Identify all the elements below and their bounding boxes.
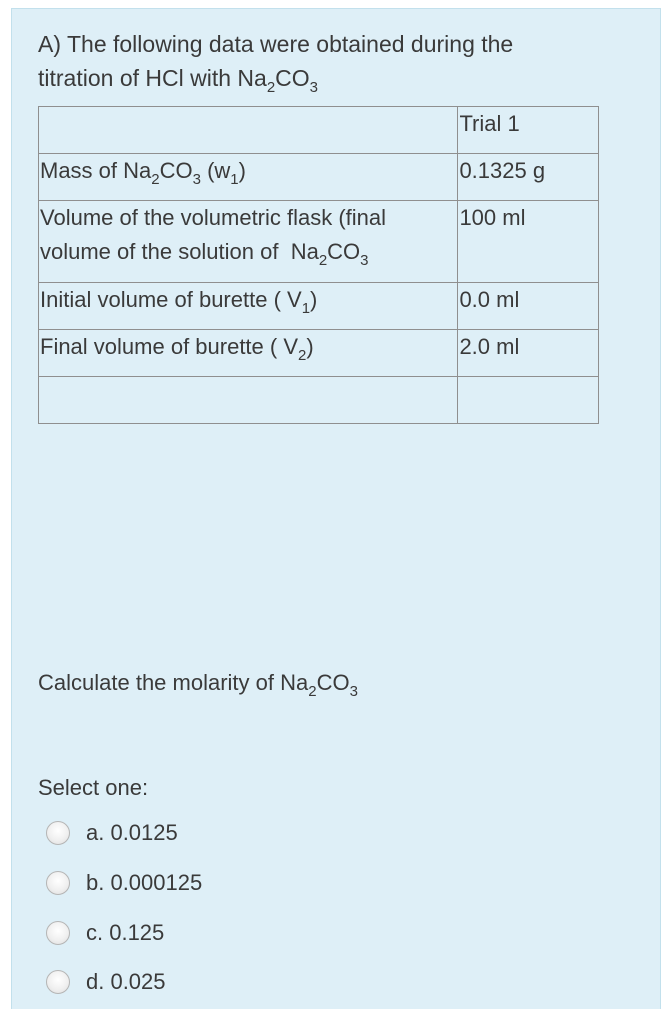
- data-table: [38, 106, 599, 424]
- cell-text: volume of the solution of Na: [40, 239, 319, 264]
- table-cell-value: 0.1325 g: [458, 154, 599, 201]
- prompt-text: Calculate the molarity of Na: [38, 670, 309, 695]
- cell-text: CO: [327, 239, 361, 264]
- option-label: a. 0.0125: [86, 820, 178, 845]
- option-label: b. 0.000125: [86, 870, 203, 895]
- table-cell-value: 100 ml: [458, 201, 599, 283]
- subscript: 3: [309, 79, 318, 96]
- table-cell-label: [39, 154, 458, 201]
- subscript: 3: [349, 683, 358, 700]
- table-row: [39, 154, 599, 201]
- table-cell-label: [39, 201, 458, 283]
- radio-button-icon[interactable]: [46, 970, 70, 994]
- table-cell-value: 0.0 ml: [458, 283, 599, 330]
- subscript: 3: [192, 171, 201, 188]
- subscript: 2: [266, 79, 276, 96]
- select-one-label: Select one:: [38, 775, 149, 800]
- cell-text: Final volume of burette ( V: [40, 334, 299, 359]
- question-prompt: [38, 666, 358, 700]
- table-header-row: [39, 107, 599, 154]
- radio-button-icon[interactable]: [46, 821, 70, 845]
- option-label: c. 0.125: [86, 920, 165, 945]
- table-row: [39, 330, 599, 377]
- option-label: d. 0.025: [86, 969, 166, 994]
- radio-button-icon[interactable]: [46, 921, 70, 945]
- cell-text: Initial volume of burette ( V: [40, 287, 302, 312]
- subscript: 2: [318, 252, 328, 269]
- radio-button-icon[interactable]: [46, 871, 70, 895]
- subscript: 1: [230, 171, 239, 188]
- subscript: 2: [298, 347, 307, 364]
- question-title: [38, 27, 638, 95]
- question-title-line1: A) The following data were obtained during the: [38, 31, 514, 57]
- answer-option-d[interactable]: [46, 967, 166, 997]
- cell-text: Volume of the volumetric flask (final: [40, 205, 387, 230]
- subscript: 2: [151, 171, 160, 188]
- table-row: [39, 201, 599, 283]
- title-text: titration of HCl with Na: [38, 65, 267, 91]
- subscript: 1: [301, 300, 311, 317]
- cell-text: (w: [200, 158, 231, 183]
- prompt-text: CO: [316, 670, 350, 695]
- question-title-line2: [38, 61, 638, 95]
- title-text: CO: [275, 65, 310, 91]
- table-cell-value: 2.0 ml: [458, 330, 599, 377]
- cell-text: Mass of Na: [40, 158, 152, 183]
- subscript: 2: [308, 683, 317, 700]
- cell-text: ): [310, 287, 318, 312]
- subscript: 3: [360, 252, 369, 269]
- table-header-cell: Trial 1: [458, 107, 599, 154]
- cell-text: ): [238, 158, 246, 183]
- table-header-cell: [39, 107, 458, 154]
- table-cell-value: [458, 377, 599, 424]
- table-row: [39, 377, 599, 424]
- cell-text-line2: [40, 235, 457, 269]
- table-row: [39, 283, 599, 330]
- table-cell-label: [39, 283, 458, 330]
- cell-text: ): [306, 334, 314, 359]
- table-cell-label: [39, 377, 458, 424]
- answer-option-a[interactable]: [46, 818, 178, 848]
- table-cell-label: [39, 330, 458, 377]
- answer-option-b[interactable]: [46, 868, 202, 898]
- cell-text: CO: [159, 158, 193, 183]
- answer-option-c[interactable]: [46, 918, 164, 948]
- question-card: [11, 8, 661, 1009]
